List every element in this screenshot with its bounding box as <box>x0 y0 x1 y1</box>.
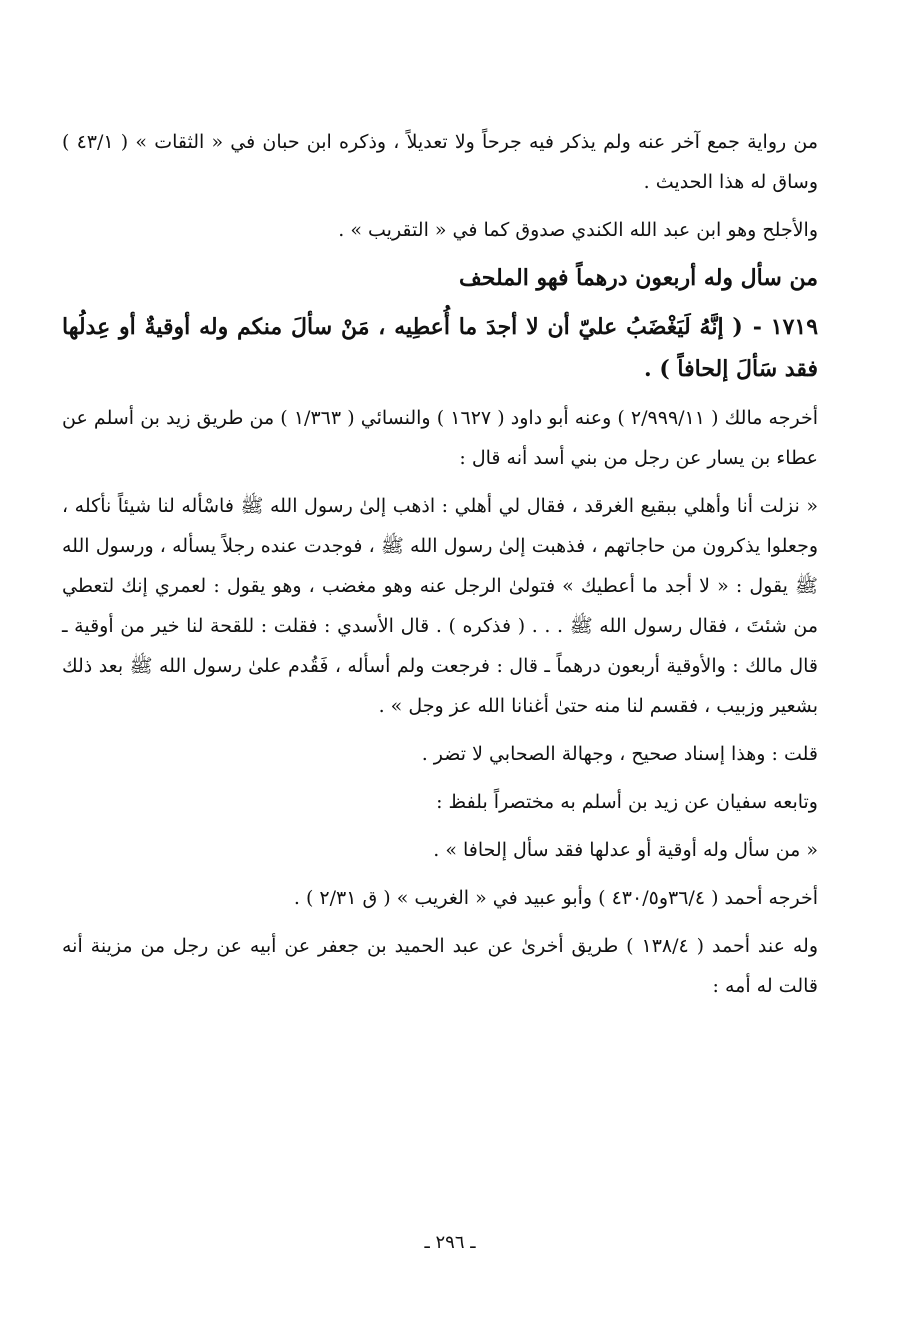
paragraph-narrator-note: من رواية جمع آخر عنه ولم يذكر فيه جرحاً ولا تعديلاً ، وذكره ابن حبان في « الثقات » ( ٤٣/١ ) وساق له هذا الحديث . <box>62 131 818 193</box>
paragraph-other-route: وله عند أحمد ( ١٣٨/٤ ) طريق أخرىٰ عن عبد الحميد بن جعفر عن أبيه عن رجل من مزينة أنه قالت له أمه : <box>62 935 818 997</box>
paragraph-isnad-verdict: قلت : وهذا إسناد صحيح ، وجهالة الصحابي لا تضر . <box>421 743 818 765</box>
page-number: ـ ٢٩٦ ـ <box>424 1232 476 1253</box>
hadith-number: ١٧١٩ - <box>752 314 819 340</box>
paragraph-ajlah-note: والأجلح وهو ابن عبد الله الكندي صدوق كما في « التقريب » . <box>338 219 818 241</box>
hadith-heading: من سأل وله أربعون درهماً فهو الملحف <box>459 265 818 291</box>
hadith-text: ( إنَّهُ لَيَغْضَبُ عليّ أن لا أجدَ ما أُعطِيه ، مَنْ سألَ منكم وله أوقيةٌ أو عِدلُها فقد سَألَ إلحافاً ) . <box>62 314 818 382</box>
hadith-text-block <box>62 306 818 390</box>
paragraph-short-wording: « من سأل وله أوقية أو عدلها فقد سأل إلحافا » . <box>433 839 818 861</box>
paragraph-sufyan-mutaba: وتابعه سفيان عن زيد بن أسلم به مختصراً بلفظ : <box>436 791 818 813</box>
paragraph-narration: « نزلت أنا وأهلي ببقيع الغرقد ، فقال لي أهلي : اذهب إلىٰ رسول الله ﷺ فاسْأله لنا شيئاً نأكله ، وجعلوا يذكرون من حاجاتهم ، فذهبت إلىٰ رسول الله ﷺ ، فوجدت عنده رجلاً يسأله ، ورسول الله ﷺ يقول : « لا أجد ما أعطيك » فتولىٰ الرجل عنه وهو مغضب ، وهو يقول : لعمري إنك لتعطي من شئتَ ، فقال رسول الله ﷺ . . . ( فذكره ) . قال الأسدي : فقلت : للقحة لنا خير من أوقية ـ قال مالك : والأوقية أربعون درهماً ـ قال : فرجعت ولم أسأله ، فَقُدم علىٰ رسول الله ﷺ بعد ذلك بشعير وزبيب ، فقسم لنا منه حتىٰ أغنانا الله عز وجل » . <box>62 495 818 717</box>
paragraph-takhrij-ahmad: أخرجه أحمد ( ٣٦/٤و٤٣٠/٥ ) وأبو عبيد في « الغريب » ( ق ٢/٣١ ) . <box>293 887 818 909</box>
page-body <box>62 122 818 1006</box>
paragraph-takhrij-malik: أخرجه مالك ( ٢/٩٩٩/١١ ) وعنه أبو داود ( ١٦٢٧ ) والنسائي ( ١/٣٦٣ ) من طريق زيد بن أسلم عن عطاء بن يسار عن رجل من بني أسد أنه قال : <box>62 407 818 469</box>
